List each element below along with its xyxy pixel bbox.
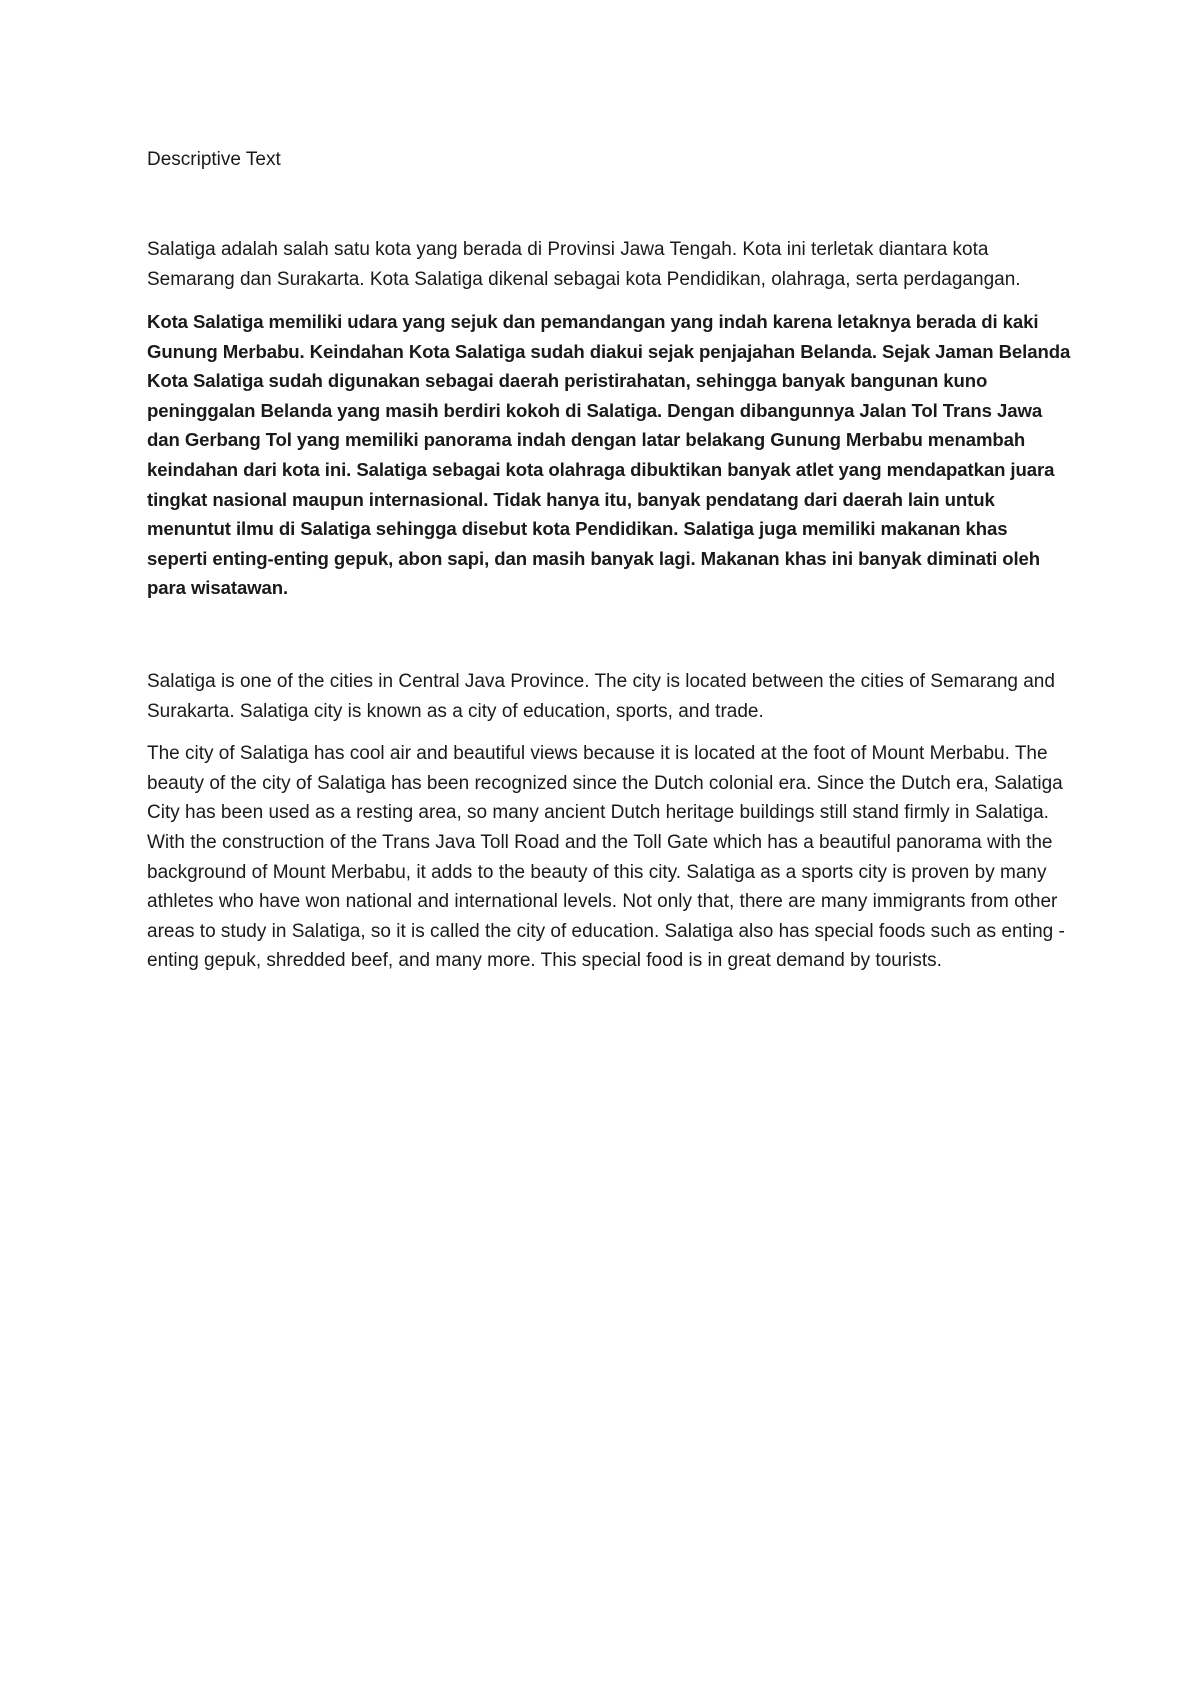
indonesian-body-paragraph: Kota Salatiga memiliki udara yang sejuk dan pemandangan yang indah karena letaknya berada di kaki Gunung Merbabu. Keindahan Kota Salatiga sudah diakui sejak penjajahan Belanda. Sejak Jaman Belanda Kota Salatiga sudah digunakan sebagai daerah peristirahatan, sehingga banyak bangunan kuno peninggalan Belanda yang masih berdiri kokoh di Salatiga. Dengan dibangunnya Jalan Tol Trans Jawa dan Gerbang Tol yang memiliki panorama indah dengan latar belakang Gunung Merbabu menambah keindahan dari kota ini. Salatiga sebagai kota olahraga dibuktikan banyak atlet yang mendapatkan juara tingkat nasional maupun internasional. Tidak hanya itu, banyak pendatang dari daerah lain untuk menuntut ilmu di Salatiga sehingga disebut kota Pendidikan. Salatiga juga memiliki makanan khas seperti enting-enting gepuk, abon sapi, dan masih banyak lagi. Makanan khas ini banyak diminati oleh para wisatawan.: [147, 311, 1071, 599]
section-spacer: [147, 603, 1072, 667]
document-content: [147, 146, 1072, 989]
indonesian-intro-paragraph: Salatiga adalah salah satu kota yang berada di Provinsi Jawa Tengah. Kota ini terletak diantara kota Semarang dan Surakarta. Kota Salatiga dikenal sebagai kota Pendidikan, olahraga, serta perdagangan.: [147, 239, 1021, 290]
document-title: Descriptive Text: [147, 149, 281, 170]
english-body-paragraph: The city of Salatiga has cool air and beautiful views because it is located at the foot of Mount Merbabu. The beauty of the city of Salatiga has been recognized since the Dutch colonial era. Since the Dutch era, Salatiga City has been used as a resting area, so many ancient Dutch heritage buildings still stand firmly in Salatiga. With the construction of the Trans Java Toll Road and the Toll Gate which has a beautiful panorama with the background of Mount Merbabu, it adds to the beauty of this city. Salatiga as a sports city is proven by many athletes who have won national and international levels. Not only that, there are many immigrants from other areas to study in Salatiga, so it is called the city of education. Salatiga also has special foods such as enting - enting gepuk, shredded beef, and many more. This special food is in great demand by tourists.: [147, 743, 1065, 972]
english-intro-paragraph: Salatiga is one of the cities in Central Java Province. The city is located between the cities of Semarang and Surakarta. Salatiga city is known as a city of education, sports, and trade.: [147, 670, 1055, 722]
